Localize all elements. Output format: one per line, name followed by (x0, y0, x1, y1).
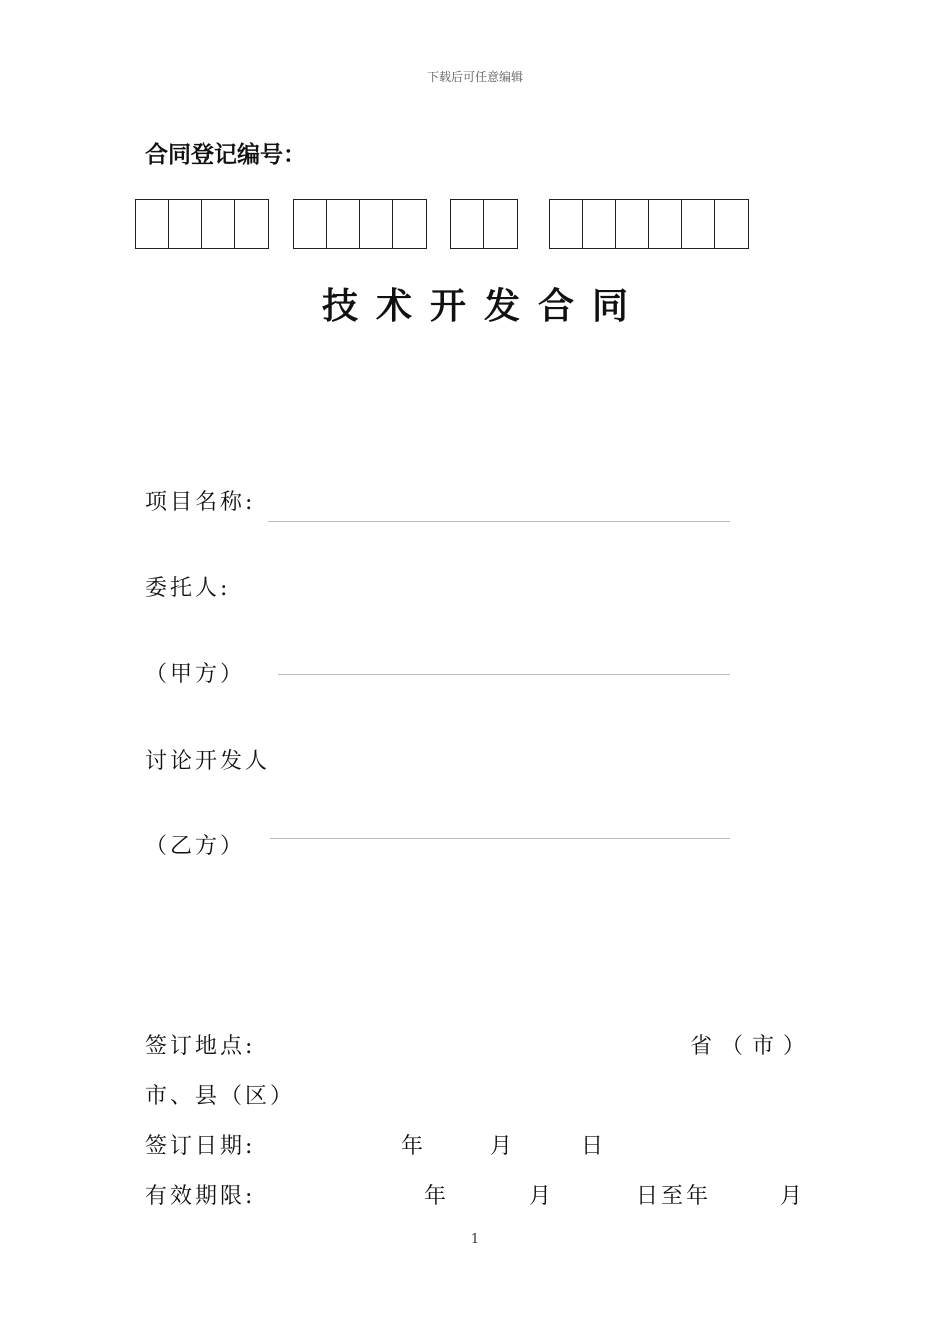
registration-number-label: 合同登记编号： (145, 142, 306, 168)
party-b-label: （乙方） (145, 834, 246, 859)
client-label: 委托人: (145, 576, 231, 601)
sign-date-year: 年 (401, 1134, 427, 1159)
registration-box[interactable] (484, 200, 517, 248)
registration-box[interactable] (550, 200, 583, 248)
party-a-line[interactable] (278, 674, 730, 675)
registration-box[interactable] (294, 200, 327, 248)
sign-date-label: 签订日期: (145, 1134, 256, 1159)
header-note: 下载后可任意编辑 (426, 70, 523, 84)
registration-box[interactable] (136, 200, 169, 248)
registration-box[interactable] (360, 200, 393, 248)
registration-box[interactable] (327, 200, 360, 248)
registration-box[interactable] (715, 200, 748, 248)
registration-box[interactable] (235, 200, 268, 248)
project-name-line[interactable] (268, 521, 730, 522)
validity-month-end: 月 (780, 1184, 806, 1209)
sign-date-day: 日 (581, 1134, 607, 1159)
registration-box[interactable] (393, 200, 426, 248)
validity-month: 月 (529, 1184, 555, 1209)
party-a-label: （甲方） (145, 662, 246, 687)
validity-year: 年 (424, 1184, 450, 1209)
registration-box[interactable] (451, 200, 484, 248)
province-city-label: 省（市） (690, 1034, 815, 1059)
developer-label: 讨论开发人 (145, 749, 271, 774)
registration-box-group-3[interactable] (450, 199, 518, 249)
registration-box-group-4[interactable] (549, 199, 749, 249)
registration-box[interactable] (649, 200, 682, 248)
validity-label: 有效期限: (145, 1184, 256, 1209)
registration-box-group-2[interactable] (293, 199, 427, 249)
sign-place-label: 签订地点: (145, 1034, 256, 1059)
registration-box[interactable] (616, 200, 649, 248)
registration-box-group-1[interactable] (135, 199, 269, 249)
registration-box[interactable] (202, 200, 235, 248)
document-title: 技术开发合同 (321, 286, 646, 327)
registration-box[interactable] (682, 200, 715, 248)
county-district-label: 市、县（区） (145, 1084, 296, 1109)
registration-box[interactable] (169, 200, 202, 248)
sign-date-month: 月 (490, 1134, 516, 1159)
registration-box[interactable] (583, 200, 616, 248)
party-b-line[interactable] (270, 838, 730, 839)
validity-day-to-year: 日至年 (636, 1184, 712, 1209)
page-number: 1 (470, 1232, 480, 1247)
project-name-label: 项目名称: (145, 490, 256, 515)
